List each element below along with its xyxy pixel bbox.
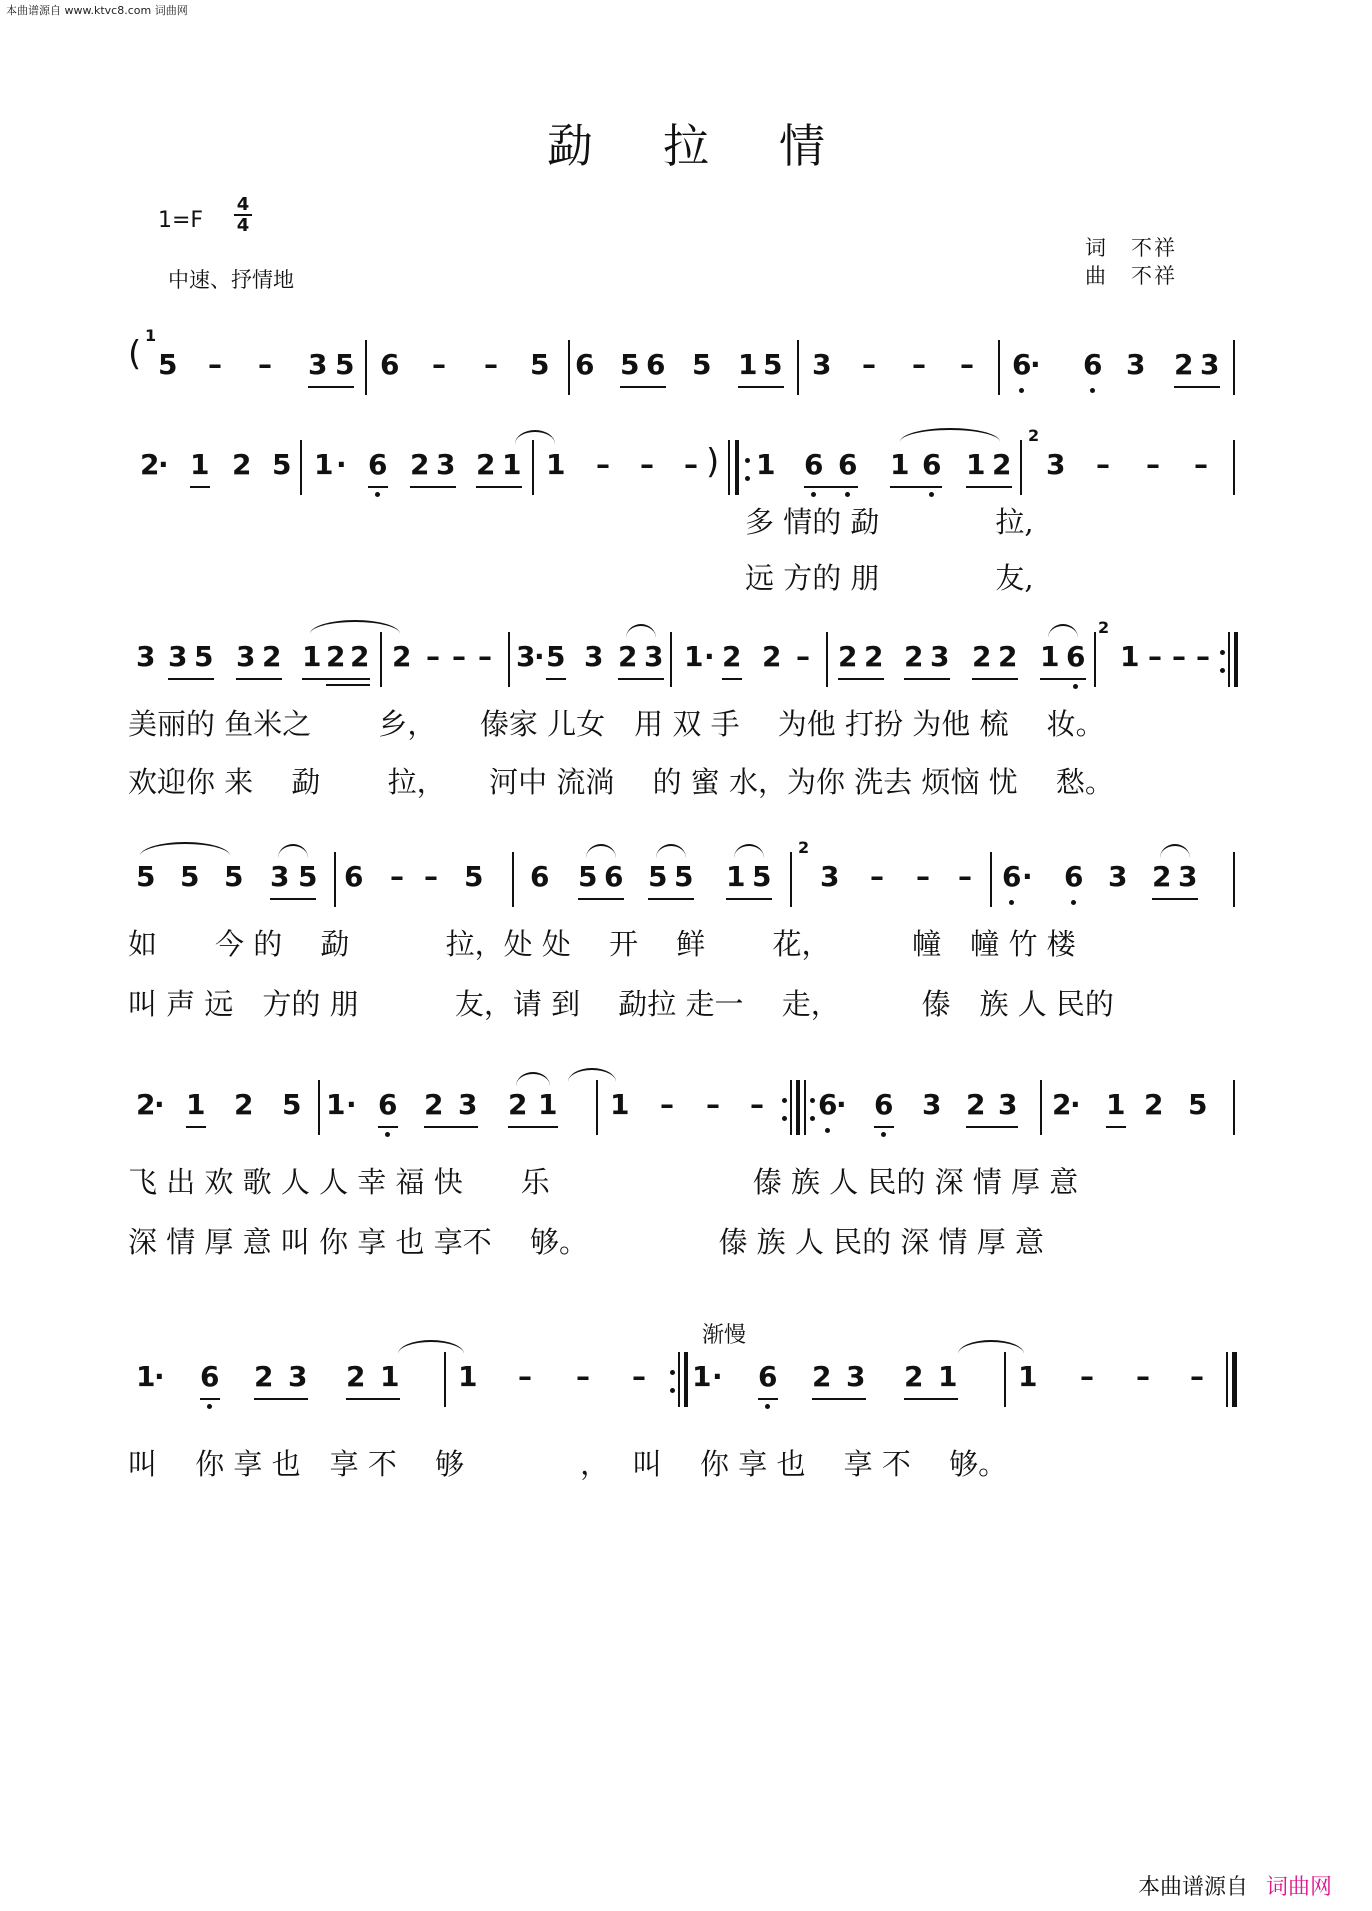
volta-number: 2 <box>1098 618 1110 637</box>
volta-number: 2 <box>1028 426 1040 445</box>
time-signature-top: 4 <box>236 194 250 215</box>
footer-source-text: 本曲谱源自 <box>1137 1875 1248 1900</box>
lyric-line: 飞 出 欢 歌 人 人 幸 福 快 乐 傣 族 人 民的 深 情 厚 意 <box>128 1165 1079 1199</box>
lyric-line: 叫 声 远 方的 朋 友，请 到 勐拉 走一 走， 傣 族 人 民的 <box>128 987 1114 1021</box>
score-row-1: ( 1 5 – – 3 5 6 – – 5 6 5 6 5 1 5 3 – – – 6 · 6 3 2 3 <box>0 330 1372 410</box>
lyric-line: 多 情的 勐 拉, <box>745 505 1034 539</box>
score-row-6: 1 · 6 2 3 2 1 1 – – – 1 · 6 2 3 2 1 1 – – – <box>0 1342 1372 1422</box>
volta-number: 1 <box>145 326 157 345</box>
footer-brand: 词曲网 <box>1265 1875 1332 1900</box>
score-row-3: 3 3 5 3 2 1 2 2 2 – – – 3 · 5 3 2 3 1 · 2 2 – 2 2 2 3 2 2 1 6 2 1 – – – <box>0 622 1372 702</box>
composer-credit: 曲 不祥 <box>1085 264 1177 288</box>
footer-source <box>1138 1870 1332 1901</box>
score-row-4: 5 5 5 3 5 6 – – 5 6 5 6 5 5 1 5 2 3 – – – 6 · 6 3 2 3 <box>0 842 1372 922</box>
lyric-line: 欢迎你 来 勐 拉， 河中 流淌 的 蜜 水，为你 洗去 烦恼 忧 愁。 <box>128 765 1114 799</box>
lyric-line: 远 方的 朋 友, <box>745 561 1034 595</box>
volta-number: 2 <box>798 838 810 857</box>
source-header: 本曲谱源自 www.ktvc8.com 词曲网 <box>6 4 188 17</box>
key-signature: 1=F <box>158 208 204 233</box>
time-signature-bottom: 4 <box>236 215 250 236</box>
score-row-5: 2 · 1 2 5 1 · 6 2 3 2 1 1 – – – 6 · 6 3 2 3 2 · 1 2 5 <box>0 1070 1372 1150</box>
tempo-marking: 中速、抒情地 <box>168 268 294 292</box>
lyric-line: 深 情 厚 意 叫 你 享 也 享不 够。 傣 族 人 民的 深 情 厚 意 <box>128 1225 1044 1259</box>
lyric-line: 美丽的 鱼米之 乡， 傣家 儿女 用 双 手 为他 打扮 为他 梳 妆。 <box>128 707 1105 741</box>
lyric-line: 叫 你 享 也 享 不 够 ， 叫 你 享 也 享 不 够。 <box>128 1447 1008 1481</box>
lyric-line: 如 今 的 勐 拉，处 处 开 鲜 花， 幢 幢 竹 楼 <box>128 927 1076 961</box>
tempo-change-marking: 渐慢 <box>702 1323 747 1348</box>
lyricist-credit: 词 不祥 <box>1085 236 1177 260</box>
song-title: 勐拉情 <box>547 119 895 173</box>
time-signature <box>232 195 254 235</box>
score-row-2: 2 · 1 2 5 1 · 6 2 3 2 1 1 – – – ) 1 6 6 1 6 1 2 2 3 – – – <box>0 430 1372 510</box>
